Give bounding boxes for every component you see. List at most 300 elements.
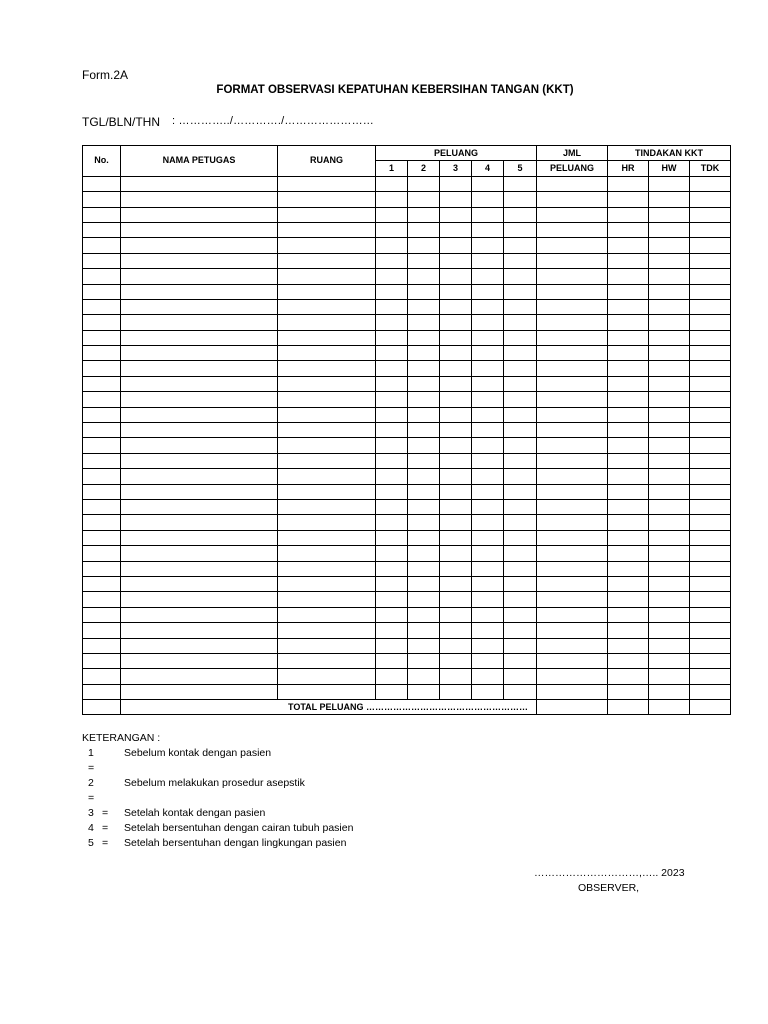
total-cell-hr[interactable]: [608, 700, 649, 715]
cell-nama-petugas[interactable]: [121, 176, 278, 191]
cell-peluang-1[interactable]: [376, 684, 408, 699]
cell-peluang-4[interactable]: [472, 499, 504, 514]
cell-hw[interactable]: [649, 669, 690, 684]
cell-peluang-5[interactable]: [504, 438, 537, 453]
cell-ruang[interactable]: [278, 407, 376, 422]
cell-hw[interactable]: [649, 269, 690, 284]
cell-peluang-2[interactable]: [408, 238, 440, 253]
cell-tdk[interactable]: [690, 207, 731, 222]
cell-peluang-5[interactable]: [504, 592, 537, 607]
cell-no[interactable]: [83, 561, 121, 576]
cell-jml-peluang[interactable]: [537, 284, 608, 299]
cell-no[interactable]: [83, 515, 121, 530]
cell-hr[interactable]: [608, 607, 649, 622]
cell-peluang-1[interactable]: [376, 469, 408, 484]
cell-no[interactable]: [83, 607, 121, 622]
cell-peluang-5[interactable]: [504, 638, 537, 653]
cell-no[interactable]: [83, 253, 121, 268]
cell-nama-petugas[interactable]: [121, 330, 278, 345]
cell-hr[interactable]: [608, 361, 649, 376]
cell-tdk[interactable]: [690, 499, 731, 514]
cell-tdk[interactable]: [690, 222, 731, 237]
cell-ruang[interactable]: [278, 638, 376, 653]
cell-hw[interactable]: [649, 484, 690, 499]
cell-peluang-3[interactable]: [440, 561, 472, 576]
cell-hw[interactable]: [649, 330, 690, 345]
cell-jml-peluang[interactable]: [537, 192, 608, 207]
cell-nama-petugas[interactable]: [121, 623, 278, 638]
cell-peluang-2[interactable]: [408, 284, 440, 299]
cell-ruang[interactable]: [278, 361, 376, 376]
cell-peluang-5[interactable]: [504, 576, 537, 591]
cell-nama-petugas[interactable]: [121, 576, 278, 591]
cell-peluang-1[interactable]: [376, 407, 408, 422]
cell-peluang-1[interactable]: [376, 315, 408, 330]
cell-hr[interactable]: [608, 576, 649, 591]
cell-peluang-1[interactable]: [376, 222, 408, 237]
cell-hw[interactable]: [649, 315, 690, 330]
cell-no[interactable]: [83, 238, 121, 253]
cell-ruang[interactable]: [278, 623, 376, 638]
cell-peluang-2[interactable]: [408, 361, 440, 376]
cell-ruang[interactable]: [278, 607, 376, 622]
cell-peluang-2[interactable]: [408, 299, 440, 314]
cell-jml-peluang[interactable]: [537, 253, 608, 268]
cell-peluang-4[interactable]: [472, 653, 504, 668]
cell-no[interactable]: [83, 638, 121, 653]
cell-peluang-2[interactable]: [408, 592, 440, 607]
cell-peluang-4[interactable]: [472, 207, 504, 222]
cell-peluang-4[interactable]: [472, 361, 504, 376]
cell-jml-peluang[interactable]: [537, 653, 608, 668]
cell-no[interactable]: [83, 407, 121, 422]
cell-jml-peluang[interactable]: [537, 438, 608, 453]
cell-hr[interactable]: [608, 299, 649, 314]
cell-jml-peluang[interactable]: [537, 346, 608, 361]
cell-ruang[interactable]: [278, 453, 376, 468]
cell-nama-petugas[interactable]: [121, 315, 278, 330]
cell-peluang-2[interactable]: [408, 684, 440, 699]
cell-hw[interactable]: [649, 499, 690, 514]
cell-peluang-3[interactable]: [440, 592, 472, 607]
cell-peluang-4[interactable]: [472, 576, 504, 591]
cell-no[interactable]: [83, 592, 121, 607]
cell-tdk[interactable]: [690, 438, 731, 453]
cell-jml-peluang[interactable]: [537, 561, 608, 576]
cell-nama-petugas[interactable]: [121, 361, 278, 376]
cell-tdk[interactable]: [690, 238, 731, 253]
cell-peluang-2[interactable]: [408, 346, 440, 361]
cell-hw[interactable]: [649, 346, 690, 361]
cell-peluang-3[interactable]: [440, 284, 472, 299]
cell-ruang[interactable]: [278, 530, 376, 545]
cell-peluang-1[interactable]: [376, 361, 408, 376]
cell-peluang-5[interactable]: [504, 423, 537, 438]
cell-no[interactable]: [83, 222, 121, 237]
cell-tdk[interactable]: [690, 376, 731, 391]
cell-ruang[interactable]: [278, 346, 376, 361]
cell-peluang-3[interactable]: [440, 453, 472, 468]
cell-hr[interactable]: [608, 561, 649, 576]
cell-peluang-4[interactable]: [472, 346, 504, 361]
cell-peluang-5[interactable]: [504, 623, 537, 638]
cell-peluang-1[interactable]: [376, 530, 408, 545]
cell-nama-petugas[interactable]: [121, 284, 278, 299]
cell-peluang-3[interactable]: [440, 423, 472, 438]
cell-tdk[interactable]: [690, 530, 731, 545]
cell-ruang[interactable]: [278, 207, 376, 222]
cell-ruang[interactable]: [278, 515, 376, 530]
cell-tdk[interactable]: [690, 669, 731, 684]
cell-peluang-2[interactable]: [408, 469, 440, 484]
cell-nama-petugas[interactable]: [121, 530, 278, 545]
cell-peluang-4[interactable]: [472, 192, 504, 207]
cell-no[interactable]: [83, 669, 121, 684]
cell-jml-peluang[interactable]: [537, 499, 608, 514]
cell-peluang-2[interactable]: [408, 653, 440, 668]
cell-hr[interactable]: [608, 453, 649, 468]
cell-peluang-3[interactable]: [440, 623, 472, 638]
cell-peluang-3[interactable]: [440, 192, 472, 207]
cell-peluang-3[interactable]: [440, 546, 472, 561]
cell-peluang-1[interactable]: [376, 561, 408, 576]
cell-jml-peluang[interactable]: [537, 222, 608, 237]
cell-nama-petugas[interactable]: [121, 546, 278, 561]
cell-peluang-2[interactable]: [408, 438, 440, 453]
cell-peluang-5[interactable]: [504, 546, 537, 561]
cell-hw[interactable]: [649, 515, 690, 530]
cell-nama-petugas[interactable]: [121, 346, 278, 361]
cell-peluang-3[interactable]: [440, 684, 472, 699]
cell-jml-peluang[interactable]: [537, 269, 608, 284]
cell-peluang-3[interactable]: [440, 607, 472, 622]
cell-hr[interactable]: [608, 623, 649, 638]
cell-tdk[interactable]: [690, 315, 731, 330]
cell-peluang-1[interactable]: [376, 484, 408, 499]
cell-peluang-3[interactable]: [440, 407, 472, 422]
cell-ruang[interactable]: [278, 499, 376, 514]
cell-tdk[interactable]: [690, 638, 731, 653]
cell-peluang-1[interactable]: [376, 330, 408, 345]
cell-hr[interactable]: [608, 530, 649, 545]
cell-hw[interactable]: [649, 592, 690, 607]
cell-jml-peluang[interactable]: [537, 176, 608, 191]
cell-tdk[interactable]: [690, 299, 731, 314]
cell-peluang-1[interactable]: [376, 346, 408, 361]
cell-peluang-1[interactable]: [376, 623, 408, 638]
cell-peluang-4[interactable]: [472, 561, 504, 576]
cell-peluang-4[interactable]: [472, 592, 504, 607]
cell-hw[interactable]: [649, 607, 690, 622]
cell-no[interactable]: [83, 284, 121, 299]
cell-jml-peluang[interactable]: [537, 607, 608, 622]
cell-peluang-5[interactable]: [504, 192, 537, 207]
cell-peluang-1[interactable]: [376, 392, 408, 407]
total-cell-tdk[interactable]: [690, 700, 731, 715]
cell-peluang-1[interactable]: [376, 453, 408, 468]
cell-peluang-3[interactable]: [440, 253, 472, 268]
cell-peluang-3[interactable]: [440, 669, 472, 684]
cell-hw[interactable]: [649, 284, 690, 299]
cell-peluang-3[interactable]: [440, 315, 472, 330]
cell-peluang-2[interactable]: [408, 546, 440, 561]
cell-peluang-2[interactable]: [408, 561, 440, 576]
cell-ruang[interactable]: [278, 253, 376, 268]
cell-hw[interactable]: [649, 623, 690, 638]
cell-peluang-1[interactable]: [376, 438, 408, 453]
cell-jml-peluang[interactable]: [537, 423, 608, 438]
cell-peluang-4[interactable]: [472, 423, 504, 438]
cell-ruang[interactable]: [278, 330, 376, 345]
cell-peluang-5[interactable]: [504, 253, 537, 268]
cell-hr[interactable]: [608, 330, 649, 345]
cell-hr[interactable]: [608, 376, 649, 391]
cell-ruang[interactable]: [278, 669, 376, 684]
cell-hw[interactable]: [649, 576, 690, 591]
cell-peluang-1[interactable]: [376, 576, 408, 591]
cell-peluang-4[interactable]: [472, 623, 504, 638]
cell-no[interactable]: [83, 392, 121, 407]
cell-peluang-4[interactable]: [472, 438, 504, 453]
cell-hw[interactable]: [649, 469, 690, 484]
cell-no[interactable]: [83, 330, 121, 345]
cell-peluang-4[interactable]: [472, 669, 504, 684]
cell-peluang-3[interactable]: [440, 469, 472, 484]
cell-tdk[interactable]: [690, 330, 731, 345]
cell-no[interactable]: [83, 653, 121, 668]
cell-hr[interactable]: [608, 499, 649, 514]
cell-no[interactable]: [83, 530, 121, 545]
cell-peluang-2[interactable]: [408, 576, 440, 591]
cell-hr[interactable]: [608, 653, 649, 668]
cell-peluang-2[interactable]: [408, 484, 440, 499]
cell-peluang-4[interactable]: [472, 315, 504, 330]
cell-hr[interactable]: [608, 176, 649, 191]
cell-hr[interactable]: [608, 346, 649, 361]
cell-peluang-5[interactable]: [504, 269, 537, 284]
cell-peluang-4[interactable]: [472, 392, 504, 407]
cell-jml-peluang[interactable]: [537, 623, 608, 638]
cell-peluang-5[interactable]: [504, 361, 537, 376]
cell-peluang-4[interactable]: [472, 407, 504, 422]
cell-peluang-2[interactable]: [408, 638, 440, 653]
cell-tdk[interactable]: [690, 469, 731, 484]
cell-peluang-4[interactable]: [472, 684, 504, 699]
cell-nama-petugas[interactable]: [121, 515, 278, 530]
cell-peluang-3[interactable]: [440, 638, 472, 653]
cell-tdk[interactable]: [690, 392, 731, 407]
cell-peluang-3[interactable]: [440, 530, 472, 545]
cell-peluang-2[interactable]: [408, 253, 440, 268]
cell-ruang[interactable]: [278, 438, 376, 453]
cell-hr[interactable]: [608, 684, 649, 699]
cell-peluang-2[interactable]: [408, 607, 440, 622]
cell-peluang-4[interactable]: [472, 638, 504, 653]
cell-jml-peluang[interactable]: [537, 315, 608, 330]
cell-peluang-1[interactable]: [376, 592, 408, 607]
cell-peluang-2[interactable]: [408, 392, 440, 407]
cell-peluang-2[interactable]: [408, 499, 440, 514]
cell-peluang-5[interactable]: [504, 484, 537, 499]
cell-peluang-1[interactable]: [376, 269, 408, 284]
cell-ruang[interactable]: [278, 423, 376, 438]
cell-nama-petugas[interactable]: [121, 499, 278, 514]
cell-peluang-2[interactable]: [408, 515, 440, 530]
cell-jml-peluang[interactable]: [537, 669, 608, 684]
cell-hr[interactable]: [608, 207, 649, 222]
cell-ruang[interactable]: [278, 484, 376, 499]
cell-jml-peluang[interactable]: [537, 515, 608, 530]
cell-jml-peluang[interactable]: [537, 546, 608, 561]
cell-peluang-5[interactable]: [504, 684, 537, 699]
cell-tdk[interactable]: [690, 284, 731, 299]
cell-hr[interactable]: [608, 392, 649, 407]
cell-tdk[interactable]: [690, 253, 731, 268]
cell-ruang[interactable]: [278, 238, 376, 253]
cell-ruang[interactable]: [278, 299, 376, 314]
cell-no[interactable]: [83, 623, 121, 638]
cell-hr[interactable]: [608, 315, 649, 330]
cell-peluang-1[interactable]: [376, 238, 408, 253]
cell-hw[interactable]: [649, 453, 690, 468]
cell-hw[interactable]: [649, 361, 690, 376]
cell-peluang-3[interactable]: [440, 299, 472, 314]
cell-jml-peluang[interactable]: [537, 299, 608, 314]
cell-peluang-5[interactable]: [504, 407, 537, 422]
cell-jml-peluang[interactable]: [537, 407, 608, 422]
cell-nama-petugas[interactable]: [121, 207, 278, 222]
total-cell-jml[interactable]: [537, 700, 608, 715]
cell-ruang[interactable]: [278, 392, 376, 407]
cell-tdk[interactable]: [690, 269, 731, 284]
cell-peluang-5[interactable]: [504, 330, 537, 345]
cell-peluang-3[interactable]: [440, 515, 472, 530]
cell-ruang[interactable]: [278, 284, 376, 299]
cell-hw[interactable]: [649, 530, 690, 545]
cell-tdk[interactable]: [690, 176, 731, 191]
cell-nama-petugas[interactable]: [121, 684, 278, 699]
cell-hw[interactable]: [649, 238, 690, 253]
cell-hw[interactable]: [649, 376, 690, 391]
cell-no[interactable]: [83, 423, 121, 438]
cell-peluang-3[interactable]: [440, 207, 472, 222]
cell-no[interactable]: [83, 361, 121, 376]
cell-jml-peluang[interactable]: [537, 207, 608, 222]
cell-hr[interactable]: [608, 638, 649, 653]
cell-tdk[interactable]: [690, 484, 731, 499]
cell-peluang-3[interactable]: [440, 346, 472, 361]
cell-no[interactable]: [83, 207, 121, 222]
cell-no[interactable]: [83, 192, 121, 207]
cell-ruang[interactable]: [278, 376, 376, 391]
cell-tdk[interactable]: [690, 423, 731, 438]
cell-nama-petugas[interactable]: [121, 192, 278, 207]
cell-hr[interactable]: [608, 253, 649, 268]
cell-peluang-4[interactable]: [472, 238, 504, 253]
cell-ruang[interactable]: [278, 176, 376, 191]
cell-peluang-5[interactable]: [504, 453, 537, 468]
cell-peluang-4[interactable]: [472, 299, 504, 314]
cell-hr[interactable]: [608, 423, 649, 438]
cell-peluang-2[interactable]: [408, 669, 440, 684]
cell-jml-peluang[interactable]: [537, 376, 608, 391]
cell-no[interactable]: [83, 684, 121, 699]
cell-hw[interactable]: [649, 207, 690, 222]
cell-no[interactable]: [83, 453, 121, 468]
cell-peluang-5[interactable]: [504, 669, 537, 684]
cell-peluang-3[interactable]: [440, 576, 472, 591]
cell-tdk[interactable]: [690, 361, 731, 376]
cell-hr[interactable]: [608, 546, 649, 561]
cell-tdk[interactable]: [690, 561, 731, 576]
cell-peluang-5[interactable]: [504, 222, 537, 237]
cell-nama-petugas[interactable]: [121, 222, 278, 237]
cell-peluang-4[interactable]: [472, 546, 504, 561]
cell-hw[interactable]: [649, 392, 690, 407]
cell-hw[interactable]: [649, 546, 690, 561]
cell-no[interactable]: [83, 469, 121, 484]
cell-peluang-1[interactable]: [376, 423, 408, 438]
cell-peluang-4[interactable]: [472, 515, 504, 530]
cell-ruang[interactable]: [278, 561, 376, 576]
cell-peluang-2[interactable]: [408, 423, 440, 438]
cell-peluang-4[interactable]: [472, 284, 504, 299]
cell-peluang-1[interactable]: [376, 638, 408, 653]
cell-tdk[interactable]: [690, 623, 731, 638]
cell-peluang-3[interactable]: [440, 392, 472, 407]
cell-peluang-1[interactable]: [376, 284, 408, 299]
cell-peluang-1[interactable]: [376, 207, 408, 222]
cell-nama-petugas[interactable]: [121, 469, 278, 484]
cell-tdk[interactable]: [690, 192, 731, 207]
cell-tdk[interactable]: [690, 576, 731, 591]
cell-peluang-3[interactable]: [440, 438, 472, 453]
cell-jml-peluang[interactable]: [537, 392, 608, 407]
cell-hr[interactable]: [608, 192, 649, 207]
cell-jml-peluang[interactable]: [537, 453, 608, 468]
cell-nama-petugas[interactable]: [121, 592, 278, 607]
cell-peluang-2[interactable]: [408, 530, 440, 545]
cell-peluang-4[interactable]: [472, 453, 504, 468]
cell-peluang-3[interactable]: [440, 238, 472, 253]
cell-jml-peluang[interactable]: [537, 238, 608, 253]
cell-no[interactable]: [83, 546, 121, 561]
cell-no[interactable]: [83, 438, 121, 453]
cell-peluang-2[interactable]: [408, 376, 440, 391]
cell-peluang-1[interactable]: [376, 176, 408, 191]
cell-peluang-5[interactable]: [504, 376, 537, 391]
cell-peluang-3[interactable]: [440, 653, 472, 668]
cell-peluang-2[interactable]: [408, 623, 440, 638]
cell-hr[interactable]: [608, 269, 649, 284]
cell-hw[interactable]: [649, 253, 690, 268]
cell-jml-peluang[interactable]: [537, 684, 608, 699]
cell-ruang[interactable]: [278, 315, 376, 330]
cell-no[interactable]: [83, 299, 121, 314]
cell-peluang-4[interactable]: [472, 222, 504, 237]
cell-peluang-1[interactable]: [376, 299, 408, 314]
cell-peluang-2[interactable]: [408, 330, 440, 345]
cell-hr[interactable]: [608, 222, 649, 237]
cell-peluang-4[interactable]: [472, 484, 504, 499]
cell-jml-peluang[interactable]: [537, 361, 608, 376]
cell-tdk[interactable]: [690, 592, 731, 607]
cell-peluang-4[interactable]: [472, 176, 504, 191]
cell-peluang-5[interactable]: [504, 207, 537, 222]
cell-peluang-1[interactable]: [376, 669, 408, 684]
cell-ruang[interactable]: [278, 192, 376, 207]
cell-peluang-4[interactable]: [472, 269, 504, 284]
